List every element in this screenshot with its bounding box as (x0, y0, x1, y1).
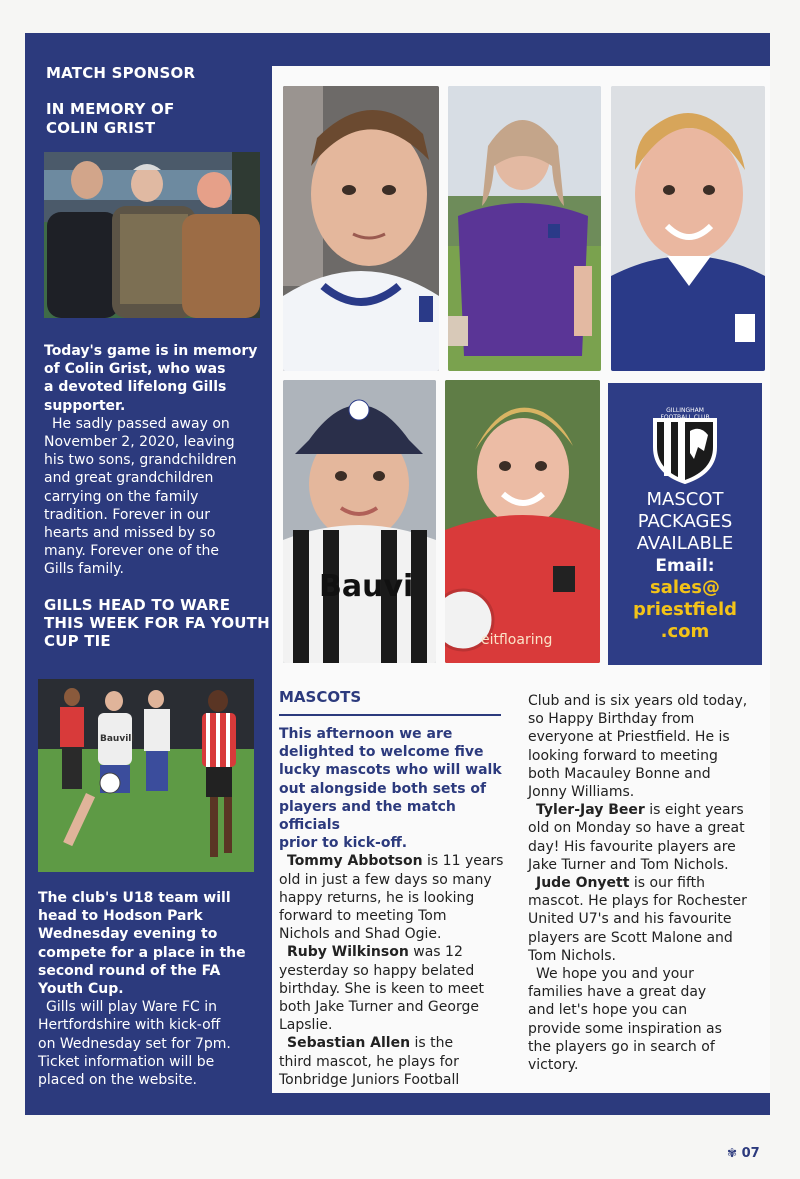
youth-cup-heading (44, 596, 270, 650)
mascot-3-first-line (279, 1034, 519, 1052)
closing-line: provide some inspiration as (528, 1020, 722, 1037)
email-line-1[interactable]: sales@ (650, 577, 720, 598)
mascots-column-2 (528, 692, 768, 1074)
page-number (727, 1146, 760, 1161)
intro-line: lucky mascots who will walk (279, 762, 502, 779)
mascot-1-text: is 11 years (422, 853, 504, 870)
sponsor-title: MATCH SPONSOR (46, 64, 196, 82)
mascot-3-line: looking forward to meeting (528, 747, 718, 764)
mascot-packages-line-2: PACKAGES (637, 511, 733, 532)
youth-line: Hertfordshire with kick-off (38, 1017, 221, 1034)
mascot-5-line: Tom Nichols. (528, 947, 616, 964)
youth-line: Wednesday evening to (38, 926, 218, 943)
intro-line: prior to kick-off. (279, 835, 408, 852)
mascot-packages-line-1: MASCOT (646, 489, 724, 510)
mascot-2-text: was 12 (408, 944, 463, 961)
mascot-1-line: forward to meeting Tom (279, 908, 447, 925)
mascot-3-line: Club and is six years old today, (528, 693, 748, 709)
mascot-photo-5 (445, 380, 600, 663)
youth-line: compete for a place in the (38, 944, 246, 961)
email-line-2[interactable]: priestfield (632, 599, 738, 620)
youth-line: Gills will play Ware FC in (46, 999, 218, 1016)
page-number-value: 07 (741, 1146, 760, 1161)
tribute-line: supporter. (44, 397, 126, 414)
tribute-line: Today's game is in memory (44, 343, 258, 359)
tribute-line: carrying on the family (44, 488, 199, 505)
tribute-line: Gills family. (44, 561, 124, 578)
youth-head-line: THIS WEEK FOR FA YOUTH (44, 614, 270, 632)
mascot-photo-2 (448, 86, 601, 371)
mascot-4-text: is eight years (644, 802, 744, 819)
intro-line: This afternoon we are (279, 726, 453, 742)
intro-line: players and the match officials (279, 798, 456, 834)
mascot-packages-panel (608, 383, 762, 665)
youth-match-photo (38, 679, 254, 872)
mascot-2-first-line (279, 943, 519, 961)
mascot-3-name: Sebastian Allen (287, 1035, 411, 1052)
closing-line: We hope you and your (536, 966, 694, 983)
intro-line: delighted to welcome five (279, 744, 484, 761)
mascots-heading-rule (279, 714, 501, 716)
mascot-4-line: day! His favourite players are (528, 838, 736, 855)
mascot-1-first-line (279, 852, 519, 870)
closing-line: victory. (528, 1057, 579, 1074)
memory-line-2: COLIN GRIST (46, 119, 156, 137)
mascot-5-first-line (528, 874, 768, 892)
youth-line: The club's U18 team will (38, 890, 231, 906)
intro-line: out alongside both sets of (279, 780, 487, 797)
closing-line: families have a great day (528, 984, 707, 1001)
mascot-5-line: United U7's and his favourite (528, 911, 732, 928)
shirt-text-1: Bauvi (319, 569, 414, 604)
mascot-2-line: birthday. She is keen to meet (279, 980, 485, 997)
mascot-photo-4 (283, 380, 436, 663)
memorial-photo (44, 152, 260, 318)
mascot-4-first-line (528, 801, 768, 819)
mascot-1-line: Nichols and Shad Ogie. (279, 926, 442, 943)
mascot-photo-1 (283, 86, 439, 371)
mascots-column-1 (279, 725, 519, 1089)
mascot-photo-3 (611, 86, 765, 371)
tribute-line: and great grandchildren (44, 470, 214, 487)
tribute-line: He sadly passed away on (52, 415, 230, 432)
mascot-3-line: so Happy Birthday from (528, 711, 695, 728)
mascot-3-text: is the (410, 1035, 454, 1052)
mascot-3-line: Tonbridge Juniors Football (279, 1071, 460, 1088)
tribute-line: tradition. Forever in our (44, 506, 211, 523)
mascot-1-name: Tommy Abbotson (287, 853, 423, 870)
mascot-3-line: third mascot, he plays for (279, 1053, 459, 1070)
memorial-text (44, 342, 257, 579)
mascot-5-line: mascot. He plays for Rochester (528, 893, 747, 910)
memory-line-1: IN MEMORY OF (46, 100, 175, 118)
mascot-4-line: old on Monday so have a great (528, 820, 745, 837)
shirt-text-3: eitfloaring (481, 632, 553, 648)
youth-cup-text (38, 889, 246, 1089)
crest-text: GILLINGHAM FOOTBALL CLUB (660, 407, 710, 421)
mascot-1-line: old in just a few days so many (279, 871, 492, 888)
closing-line: and let's hope you can (528, 1002, 688, 1019)
mascot-2-line: Lapslie. (279, 1017, 333, 1034)
tribute-line: of Colin Grist, who was (44, 361, 226, 378)
email-label: Email: (655, 556, 715, 576)
gills-horse-icon: ✾ (727, 1146, 738, 1160)
tribute-line: many. Forever one of the (44, 543, 219, 560)
youth-line: second round of the FA (38, 962, 221, 979)
youth-head-line: CUP TIE (44, 632, 111, 650)
email-line-3[interactable]: .com (660, 621, 710, 642)
tribute-line: a devoted lifelong Gills (44, 379, 227, 396)
youth-line: on Wednesday set for 7pm. (38, 1035, 231, 1052)
shirt-text-2: Bauvill (100, 734, 135, 744)
mascot-4-name: Tyler-Jay Beer (536, 802, 645, 819)
tribute-line: hearts and missed by so (44, 525, 216, 542)
mascot-1-line: happy returns, he is looking (279, 889, 475, 906)
mascot-4-line: Jake Turner and Tom Nichols. (528, 856, 729, 873)
youth-line: head to Hodson Park (38, 908, 203, 925)
youth-line: Ticket information will be (38, 1053, 215, 1070)
mascot-3-line: Jonny Williams. (528, 784, 635, 801)
tribute-line: his two sons, grandchildren (44, 452, 237, 469)
mascot-2-line: both Jake Turner and George (279, 999, 479, 1016)
tribute-line: November 2, 2020, leaving (44, 434, 235, 451)
club-crest (608, 403, 762, 503)
youth-line: placed on the website. (38, 1072, 198, 1089)
mascot-3-line: both Macauley Bonne and (528, 765, 711, 782)
closing-line: the players go in search of (528, 1038, 715, 1055)
mascot-3-line: everyone at Priestfield. He is (528, 729, 730, 746)
mascot-5-name: Jude Onyett (536, 875, 630, 892)
mascot-2-line: yesterday so happy belated (279, 962, 475, 979)
mascot-5-text: is our fifth (629, 875, 706, 892)
youth-head-line: GILLS HEAD TO WARE (44, 596, 231, 614)
youth-line: Youth Cup. (38, 981, 124, 998)
mascot-packages-line-3: AVAILABLE (636, 533, 734, 554)
mascots-heading: MASCOTS (279, 688, 362, 706)
mascot-5-line: players are Scott Malone and (528, 929, 733, 946)
mascot-2-name: Ruby Wilkinson (287, 944, 409, 961)
